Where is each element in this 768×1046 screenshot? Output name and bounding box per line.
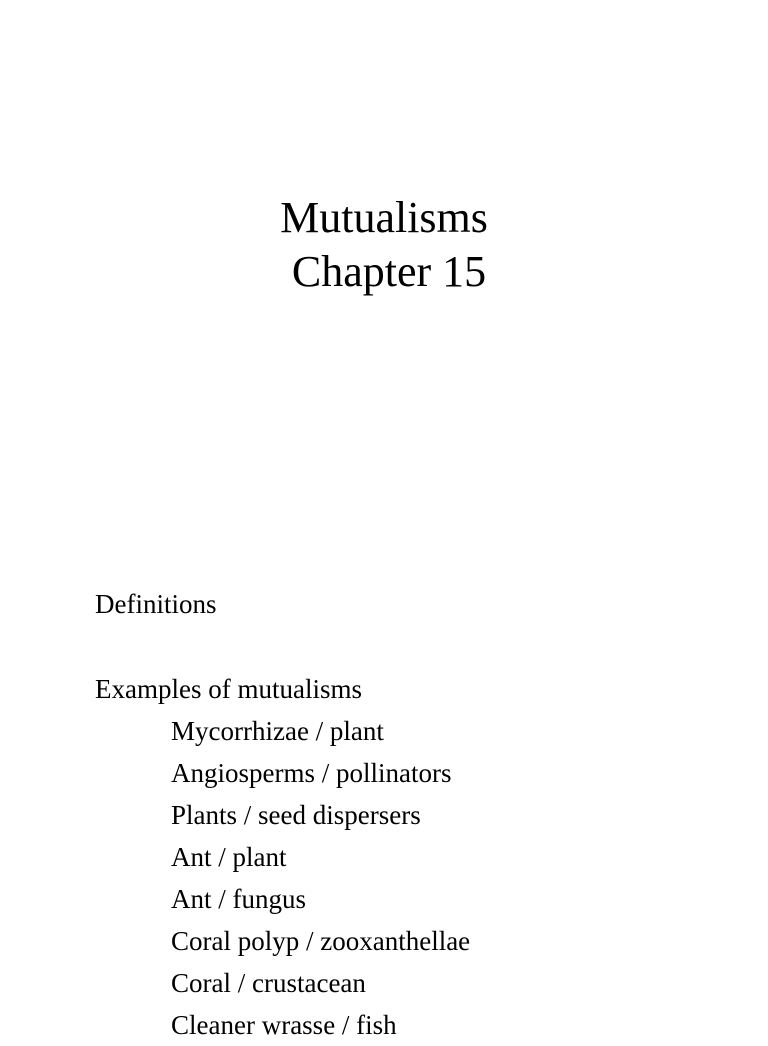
list-item: Cleaner wrasse / fish	[171, 1010, 397, 1040]
title-chapter: Chapter 15	[291, 247, 487, 296]
list-item: Ant / plant	[171, 842, 287, 872]
examples-list	[95, 710, 470, 1046]
examples-heading: Examples of mutualisms	[95, 674, 362, 704]
page-title	[0, 191, 768, 299]
list-item: Ant / fungus	[171, 884, 306, 914]
examples-section	[95, 668, 470, 1046]
title-main: Mutualisms	[280, 193, 488, 242]
list-item: Coral polyp / zooxanthellae	[171, 926, 471, 956]
list-item: Plants / seed dispersers	[171, 800, 421, 830]
list-item: Coral / crustacean	[171, 968, 366, 998]
list-item: Angiosperms / pollinators	[171, 758, 452, 788]
definitions-section	[95, 583, 217, 625]
definitions-heading: Definitions	[95, 589, 217, 619]
list-item: Mycorrhizae / plant	[171, 716, 384, 746]
